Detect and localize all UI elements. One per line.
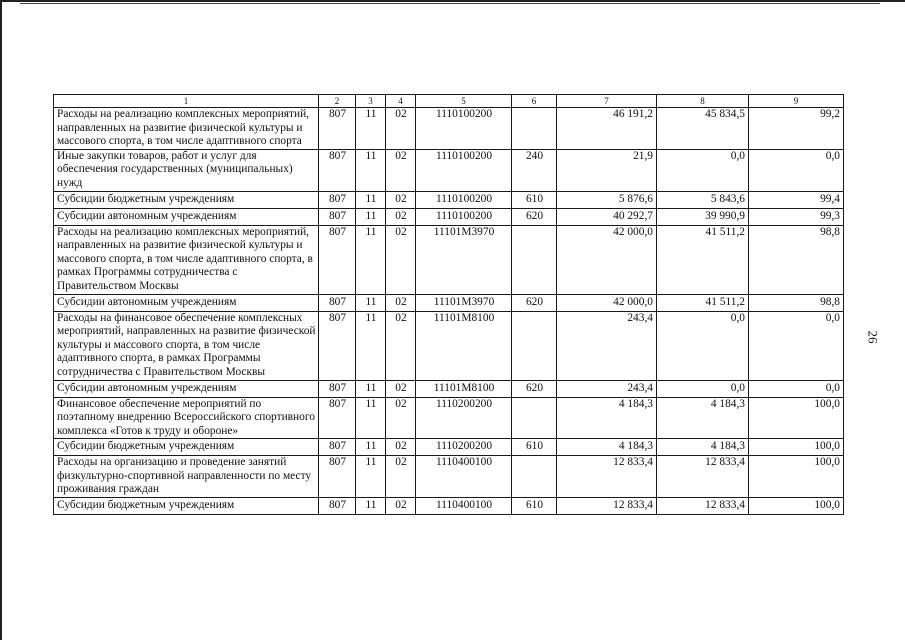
percent-cell: 99,3 <box>749 208 844 225</box>
table-row <box>54 439 844 456</box>
ministry-code-cell: 807 <box>319 380 356 397</box>
table-row <box>54 108 844 150</box>
section-cell: 11 <box>356 108 386 150</box>
header-col-8: 8 <box>657 95 749 108</box>
top-rule <box>20 3 880 4</box>
percent-cell: 100,0 <box>749 498 844 515</box>
expense-type-cell <box>512 108 557 150</box>
expense-name-cell: Субсидии автономным учреждениям <box>54 208 319 225</box>
section-cell: 11 <box>356 439 386 456</box>
target-article-cell: 1110100200 <box>416 208 512 225</box>
table-row <box>54 208 844 225</box>
planned-amount-cell: 12 833,4 <box>557 498 657 515</box>
planned-amount-cell: 4 184,3 <box>557 439 657 456</box>
expense-type-cell: 240 <box>512 149 557 191</box>
actual-amount-cell: 12 833,4 <box>657 498 749 515</box>
section-cell: 11 <box>356 311 386 380</box>
expense-name-cell: Субсидии автономным учреждениям <box>54 294 319 311</box>
expense-type-cell <box>512 225 557 294</box>
expense-type-cell <box>512 311 557 380</box>
expense-name-cell: Субсидии бюджетным учреждениям <box>54 191 319 208</box>
table-row <box>54 380 844 397</box>
header-col-7: 7 <box>557 95 657 108</box>
planned-amount-cell: 46 191,2 <box>557 108 657 150</box>
section-cell: 11 <box>356 208 386 225</box>
target-article-cell: 1110400100 <box>416 456 512 498</box>
table-row <box>54 498 844 515</box>
actual-amount-cell: 41 511,2 <box>657 225 749 294</box>
section-cell: 11 <box>356 225 386 294</box>
ministry-code-cell: 807 <box>319 311 356 380</box>
target-article-cell: 1110100200 <box>416 149 512 191</box>
actual-amount-cell: 4 184,3 <box>657 397 749 439</box>
target-article-cell: 11101М8100 <box>416 311 512 380</box>
planned-amount-cell: 243,4 <box>557 380 657 397</box>
planned-amount-cell: 40 292,7 <box>557 208 657 225</box>
planned-amount-cell: 4 184,3 <box>557 397 657 439</box>
expense-name-cell: Субсидии бюджетным учреждениям <box>54 498 319 515</box>
actual-amount-cell: 0,0 <box>657 311 749 380</box>
section-cell: 11 <box>356 149 386 191</box>
actual-amount-cell: 41 511,2 <box>657 294 749 311</box>
ministry-code-cell: 807 <box>319 397 356 439</box>
subsection-cell: 02 <box>386 498 416 515</box>
header-col-6: 6 <box>512 95 557 108</box>
ministry-code-cell: 807 <box>319 108 356 150</box>
expense-type-cell: 610 <box>512 191 557 208</box>
table-row <box>54 456 844 498</box>
planned-amount-cell: 42 000,0 <box>557 294 657 311</box>
header-col-4: 4 <box>386 95 416 108</box>
expense-name-cell: Расходы на реализацию комплексных мероприятий, направленных на развитие физической культуры и массового спорта, в том числе адаптивного спорта <box>54 108 319 150</box>
target-article-cell: 1110200200 <box>416 439 512 456</box>
subsection-cell: 02 <box>386 149 416 191</box>
planned-amount-cell: 21,9 <box>557 149 657 191</box>
percent-cell: 99,2 <box>749 108 844 150</box>
expense-type-cell: 610 <box>512 439 557 456</box>
budget-table <box>53 94 844 515</box>
actual-amount-cell: 12 833,4 <box>657 456 749 498</box>
header-col-5: 5 <box>416 95 512 108</box>
subsection-cell: 02 <box>386 311 416 380</box>
expense-type-cell: 620 <box>512 294 557 311</box>
ministry-code-cell: 807 <box>319 439 356 456</box>
target-article-cell: 11101М3970 <box>416 294 512 311</box>
table-row <box>54 149 844 191</box>
target-article-cell: 11101М3970 <box>416 225 512 294</box>
section-cell: 11 <box>356 380 386 397</box>
ministry-code-cell: 807 <box>319 456 356 498</box>
header-col-3: 3 <box>356 95 386 108</box>
target-article-cell: 1110200200 <box>416 397 512 439</box>
table-row <box>54 294 844 311</box>
table-row <box>54 397 844 439</box>
table-row <box>54 225 844 294</box>
planned-amount-cell: 42 000,0 <box>557 225 657 294</box>
expense-name-cell: Субсидии автономным учреждениям <box>54 380 319 397</box>
target-article-cell: 1110400100 <box>416 498 512 515</box>
percent-cell: 98,8 <box>749 294 844 311</box>
subsection-cell: 02 <box>386 397 416 439</box>
expense-name-cell: Финансовое обеспечение мероприятий по поэтапному внедрению Всероссийского спортивного комплекса «Готов к труду и обороне» <box>54 397 319 439</box>
percent-cell: 100,0 <box>749 397 844 439</box>
target-article-cell: 1110100200 <box>416 191 512 208</box>
actual-amount-cell: 4 184,3 <box>657 439 749 456</box>
actual-amount-cell: 0,0 <box>657 380 749 397</box>
ministry-code-cell: 807 <box>319 225 356 294</box>
ministry-code-cell: 807 <box>319 208 356 225</box>
expense-type-cell <box>512 397 557 439</box>
subsection-cell: 02 <box>386 456 416 498</box>
expense-type-cell: 620 <box>512 208 557 225</box>
actual-amount-cell: 0,0 <box>657 149 749 191</box>
actual-amount-cell: 39 990,9 <box>657 208 749 225</box>
page-number: 26 <box>865 330 881 344</box>
ministry-code-cell: 807 <box>319 294 356 311</box>
expense-name-cell: Расходы на реализацию комплексных мероприятий, направленных на развитие физической культуры и массового спорта, в том числе адаптивного спорта, в рамках Программы сотрудничества с Правительством Москвы <box>54 225 319 294</box>
expense-type-cell: 610 <box>512 498 557 515</box>
percent-cell: 0,0 <box>749 380 844 397</box>
section-cell: 11 <box>356 456 386 498</box>
table-row <box>54 311 844 380</box>
ministry-code-cell: 807 <box>319 498 356 515</box>
actual-amount-cell: 5 843,6 <box>657 191 749 208</box>
planned-amount-cell: 243,4 <box>557 311 657 380</box>
table-row <box>54 191 844 208</box>
percent-cell: 98,8 <box>749 225 844 294</box>
subsection-cell: 02 <box>386 380 416 397</box>
header-col-1: 1 <box>54 95 319 108</box>
percent-cell: 0,0 <box>749 311 844 380</box>
section-cell: 11 <box>356 294 386 311</box>
section-cell: 11 <box>356 191 386 208</box>
subsection-cell: 02 <box>386 294 416 311</box>
target-article-cell: 11101М8100 <box>416 380 512 397</box>
expense-name-cell: Расходы на организацию и проведение занятий физкультурно-спортивной направленности по месту проживания граждан <box>54 456 319 498</box>
percent-cell: 0,0 <box>749 149 844 191</box>
section-cell: 11 <box>356 498 386 515</box>
planned-amount-cell: 5 876,6 <box>557 191 657 208</box>
expense-type-cell: 620 <box>512 380 557 397</box>
subsection-cell: 02 <box>386 439 416 456</box>
expense-name-cell: Субсидии бюджетным учреждениям <box>54 439 319 456</box>
ministry-code-cell: 807 <box>319 191 356 208</box>
expense-type-cell <box>512 456 557 498</box>
percent-cell: 100,0 <box>749 456 844 498</box>
expense-name-cell: Расходы на финансовое обеспечение комплексных мероприятий, направленных на развитие физической культуры и массового спорта, в том числе адаптивного спорта, в рамках Программы сотрудничества с Правительством Москвы <box>54 311 319 380</box>
table-header-row <box>54 95 844 108</box>
planned-amount-cell: 12 833,4 <box>557 456 657 498</box>
percent-cell: 100,0 <box>749 439 844 456</box>
subsection-cell: 02 <box>386 191 416 208</box>
header-col-9: 9 <box>749 95 844 108</box>
subsection-cell: 02 <box>386 108 416 150</box>
section-cell: 11 <box>356 397 386 439</box>
header-col-2: 2 <box>319 95 356 108</box>
ministry-code-cell: 807 <box>319 149 356 191</box>
subsection-cell: 02 <box>386 208 416 225</box>
percent-cell: 99,4 <box>749 191 844 208</box>
subsection-cell: 02 <box>386 225 416 294</box>
actual-amount-cell: 45 834,5 <box>657 108 749 150</box>
target-article-cell: 1110100200 <box>416 108 512 150</box>
expense-name-cell: Иные закупки товаров, работ и услуг для обеспечения государственных (муниципальных) нужд <box>54 149 319 191</box>
